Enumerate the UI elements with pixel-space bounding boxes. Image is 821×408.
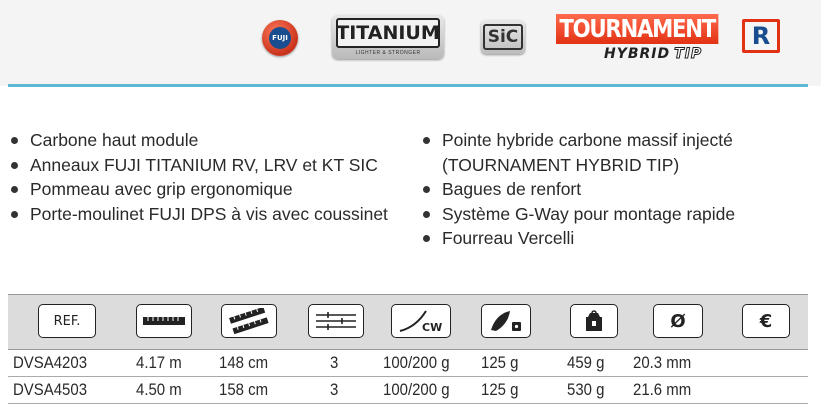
fuji-logo-text: FUJI [269,27,291,49]
price-icon: € [742,304,790,338]
reference-icon: REF. [38,304,96,338]
length-cell: 4.50 m [136,380,182,399]
sic-logo [481,20,525,54]
casting-weight-icon [391,304,451,338]
r-brand-logo-text: R [745,22,777,50]
tournament-logo-text: TOURNAMENT [556,14,718,44]
length-ruler-icon [136,304,192,338]
tip-text: TIP [674,46,703,62]
diameter-icon: Ø [653,304,703,338]
sic-logo-text: SiC [483,24,524,50]
sections-cell: 3 [330,353,339,372]
lure-weight-cell: 125 g [481,353,519,372]
transport-length-cell: 158 cm [219,380,269,399]
rod-weight-icon [570,304,618,338]
feature-item: Fourreau Vercelli [418,226,818,251]
titanium-logo-text: TITANIUM [336,18,440,48]
r-brand-logo [742,19,780,53]
specs-header-row [8,294,808,350]
titanium-logo-subtext: LIGHTER & STRONGER [355,50,421,56]
cw-label: CW [422,321,443,334]
casting-weight-cell: 100/200 g [383,380,450,399]
rod-weight-cell: 530 g [567,380,605,399]
feature-item: Porte-moulinet FUJI DPS à vis avec coussinet [6,202,406,227]
hybrid-text: HYBRID [604,46,671,62]
table-row [8,377,808,404]
features-right-column [418,128,818,251]
transport-length-icon [221,304,277,338]
transport-length-cell: 148 cm [219,353,269,372]
sections-cell: 3 [330,380,339,399]
hybrid-tip-logo-text [604,46,702,62]
feature-item: Pointe hybride carbone massif injecté (TOURNAMENT HYBRID TIP) [418,128,818,177]
fuji-logo [262,20,298,56]
tournament-hybrid-tip-logo [556,10,726,66]
ref-cell: DVSA4503 [13,380,88,399]
casting-weight-cell: 100/200 g [383,353,450,372]
lure-weight-cell: 125 g [481,380,519,399]
specs-table [8,294,808,404]
ref-cell: DVSA4203 [13,353,88,372]
features-left-column [6,128,406,226]
diameter-cell: 20.3 mm [633,353,692,372]
lure-weight-icon [481,304,531,338]
feature-item: Carbone haut module [6,128,406,153]
sections-icon [308,304,364,338]
length-cell: 4.17 m [136,353,182,372]
feature-item: Système G-Way pour montage rapide [418,202,818,227]
diameter-cell: 21.6 mm [633,380,692,399]
feature-item: Anneaux FUJI TITANIUM RV, LRV et KT SIC [6,153,406,178]
rod-weight-cell: 459 g [567,353,605,372]
banner-divider [8,84,808,87]
feature-item: Pommeau avec grip ergonomique [6,177,406,202]
table-row [8,350,808,377]
titanium-logo [332,15,444,59]
feature-item: Bagues de renfort [418,177,818,202]
